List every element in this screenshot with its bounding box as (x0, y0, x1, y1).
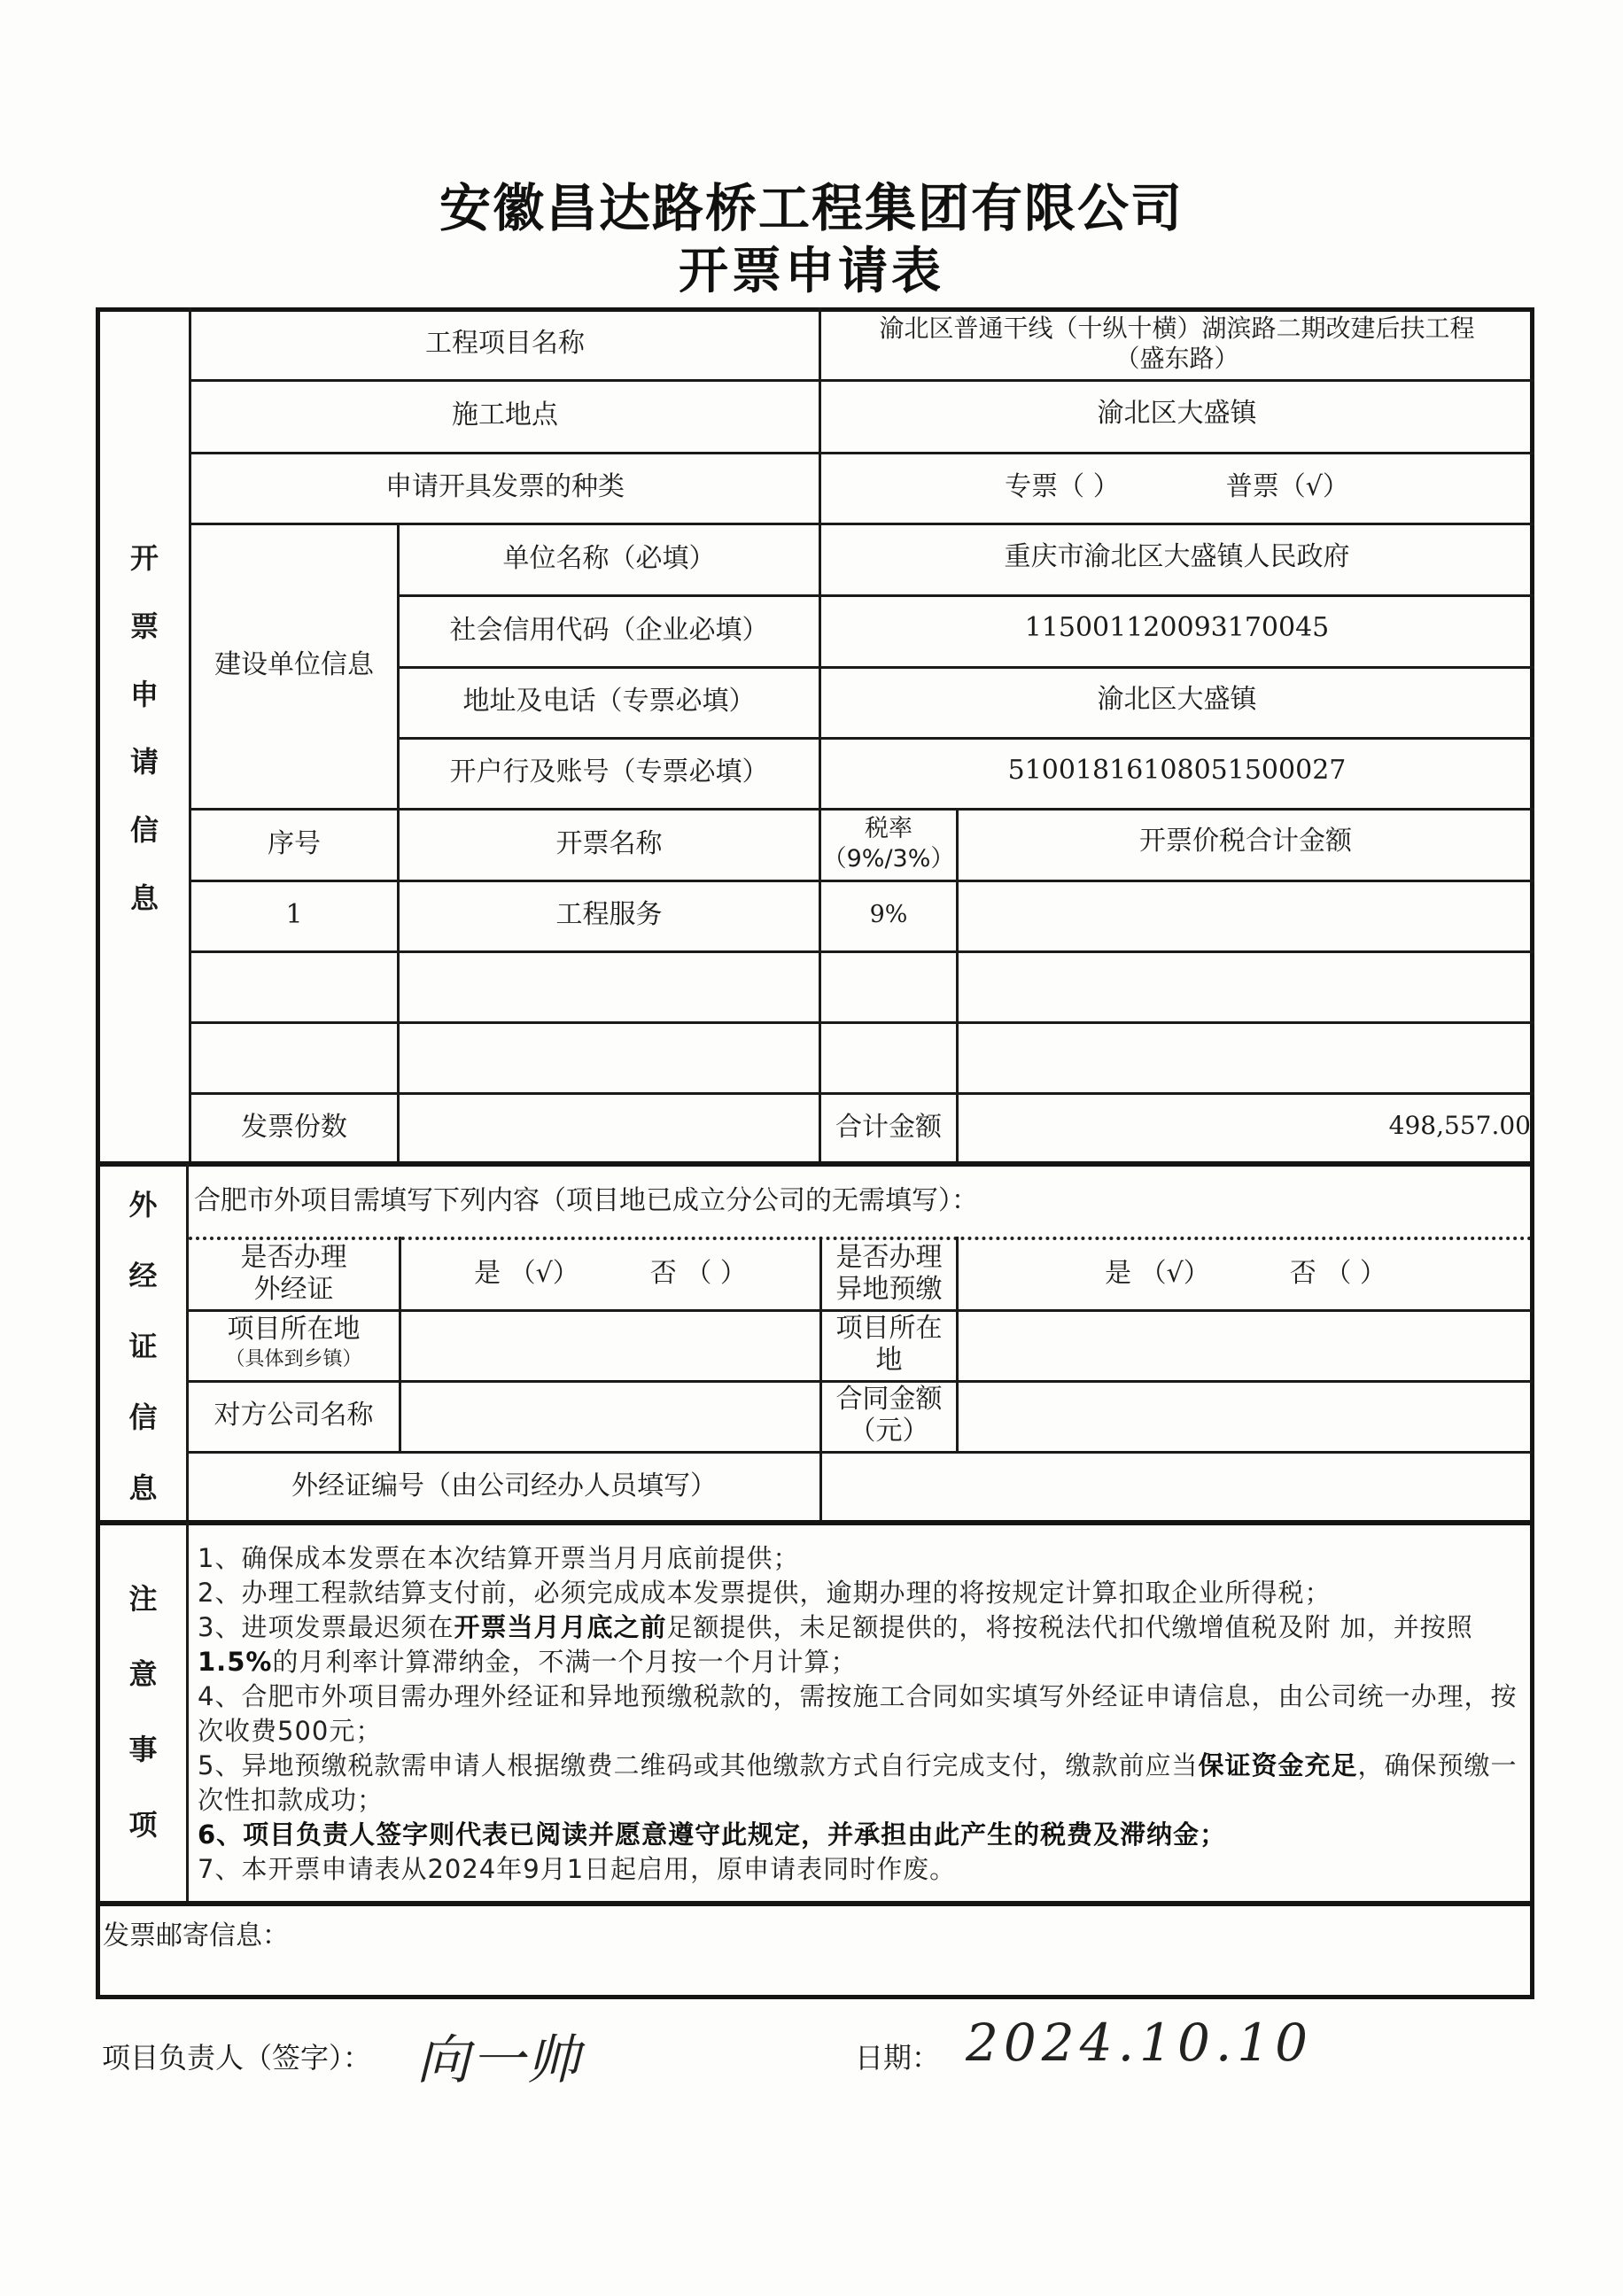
item-rate: 9% (869, 901, 908, 929)
note-item (198, 1852, 1526, 1887)
side-char: 信 (128, 1400, 158, 1434)
builder-field-label: 开户行及账号（专票必填） (449, 756, 769, 788)
counterparty-label: 对方公司名称 (214, 1400, 374, 1431)
contract-amount-line1: 合同金额 (835, 1384, 943, 1415)
builder-credit-code-value: 115001120093170045 (1024, 612, 1330, 644)
external-intro-text: 合肥市外项目需填写下列内容（项目地已成立分公司的无需填写）： (194, 1185, 978, 1217)
section-divider (96, 1901, 1534, 1906)
project-name-line2: （盛东路） (1114, 343, 1239, 373)
col-header-name: 开票名称 (555, 827, 663, 859)
side-label-external-cert (100, 1167, 186, 1522)
builder-bank-account-value: 51001816108051500027 (1007, 755, 1347, 787)
company-title: 安徽昌达路桥工程集团有限公司 (439, 178, 1184, 238)
builder-address-value: 渝北区大盛镇 (1097, 684, 1257, 716)
prepay-question-line2: 异地预缴 (835, 1274, 943, 1305)
side-char: 开 (129, 541, 159, 576)
project-name-value (821, 307, 1533, 379)
cert-options (401, 1238, 819, 1309)
item-amount[interactable] (959, 950, 1533, 1021)
signer-label: 项目负责人（签字）： (102, 2041, 372, 2075)
item-name: 工程服务 (555, 899, 663, 931)
invoice-type-special-checkbox[interactable]: 专票（ ） (1005, 471, 1120, 503)
side-char: 息 (129, 880, 159, 915)
note-text: 足额提供，未足额提供的，将按税法代扣代缴增值税及附 加，并按照 (666, 1612, 1473, 1642)
note-text: 7、本开票申请表从2024年9月1日起启用，原申请表同时作废。 (198, 1854, 957, 1884)
builder-field-label: 单位名称（必填） (502, 542, 716, 574)
note-item (198, 1818, 1526, 1852)
note-emphasis: 开票当月月底之前 (454, 1612, 667, 1642)
col-header-rate (821, 808, 956, 880)
side-char: 票 (129, 609, 159, 643)
mailing-info-label: 发票邮寄信息： (103, 1920, 289, 1951)
counterparty-value[interactable] (401, 1380, 819, 1451)
cert-question-line1: 是否办理 (240, 1242, 347, 1273)
location-label-sub: （具体到乡镇） (225, 1348, 362, 1370)
location2-label-line2: 地 (875, 1345, 903, 1376)
contract-amount-value[interactable] (959, 1380, 1533, 1451)
item-amount[interactable] (959, 880, 1533, 950)
mailing-info-value[interactable] (301, 1910, 1524, 1990)
note-text: 5、异地预缴税款需申请人根据缴费二维码或其他缴款方式自行完成支付，缴款前应当 (198, 1750, 1199, 1780)
note-text: ，确保预缴一次性扣款成功； (198, 1750, 1518, 1815)
note-emphasis: 1.5% (198, 1647, 273, 1677)
total-amount-value: 498,557.00 (1388, 1110, 1531, 1140)
cert-no-checkbox[interactable]: 否 （ ） (649, 1258, 747, 1290)
note-emphasis: 保证资金充足 (1198, 1750, 1358, 1780)
section-divider (96, 1520, 1534, 1525)
builder-field-label: 地址及电话（专票必填） (462, 686, 756, 718)
location-value[interactable] (401, 1309, 819, 1380)
location2-label-line1: 项目所在 (835, 1313, 943, 1344)
site-value: 渝北区大盛镇 (1097, 398, 1257, 430)
builder-unit-name-value: 重庆市渝北区大盛镇人民政府 (1004, 541, 1350, 573)
location2-label (822, 1309, 956, 1380)
invoice-count-value[interactable] (400, 1092, 819, 1163)
cert-number-value[interactable] (822, 1451, 1533, 1522)
project-name-line1: 渝北区普通干线（十纵十横）湖滨路二期改建后扶工程 (879, 313, 1475, 343)
cert-question-label (189, 1238, 399, 1309)
side-label-invoice-info (100, 523, 189, 930)
side-char: 申 (129, 677, 159, 711)
notes-list (189, 1532, 1533, 1900)
prepay-options (959, 1238, 1533, 1309)
note-item (198, 1679, 1526, 1749)
item-rate[interactable] (821, 950, 956, 1021)
col-header-amount: 开票价税合计金额 (1139, 825, 1352, 857)
note-text: 3、进项发票最迟须在 (198, 1612, 454, 1642)
item-seq[interactable] (191, 950, 397, 1021)
invoice-type-label: 申请开具发票的种类 (385, 471, 625, 503)
side-char: 经 (128, 1259, 158, 1292)
invoice-type-normal-checkbox[interactable]: 普票（√） (1225, 471, 1349, 503)
invoice-count-label: 发票份数 (241, 1112, 347, 1144)
note-text: 的月利率计算滞纳金，不满一个月按一个月计算； (272, 1647, 858, 1677)
builder-field-label: 社会信用代码（企业必填） (449, 614, 769, 646)
col-header-rate-line1: 税率 (865, 814, 912, 842)
note-item (198, 1541, 1526, 1576)
total-amount-label: 合计金额 (835, 1112, 942, 1144)
side-char: 请 (129, 745, 159, 780)
location-label (189, 1309, 399, 1380)
side-char: 信 (129, 812, 159, 847)
note-item (198, 1749, 1526, 1818)
side-char: 外 (128, 1188, 158, 1222)
contract-amount-label (822, 1380, 956, 1451)
builder-info-label: 建设单位信息 (214, 649, 374, 681)
col-header-seq: 序号 (268, 827, 321, 859)
contract-amount-line2: （元） (849, 1416, 929, 1447)
side-char: 意 (128, 1656, 158, 1691)
note-text: 4、合肥市外项目需办理外经证和异地预缴税款的，需按施工合同如实填写外经证申请信息，由公司统一办理，按次收费500元； (198, 1681, 1518, 1746)
note-item (198, 1610, 1526, 1679)
date-value: 2024.10.10 (966, 2013, 1314, 2073)
invoice-type-options (821, 452, 1533, 523)
form-title: 开票申请表 (679, 243, 944, 300)
prepay-question-line1: 是否办理 (835, 1242, 943, 1273)
site-label: 施工地点 (452, 399, 558, 431)
date-label: 日期： (855, 2041, 941, 2075)
item-seq[interactable] (191, 1021, 397, 1092)
side-char: 证 (128, 1330, 158, 1363)
side-char: 息 (128, 1471, 158, 1505)
prepay-question-label (822, 1238, 956, 1309)
project-name-label: 工程项目名称 (425, 327, 585, 359)
signature: 向一帅 (416, 2029, 581, 2091)
item-name[interactable] (400, 1021, 819, 1092)
cert-yes-checkbox[interactable]: 是 （√） (474, 1258, 579, 1290)
side-char: 项 (128, 1807, 158, 1842)
side-label-notes (100, 1559, 186, 1860)
cert-number-label: 外经证编号（由公司经办人员填写） (291, 1470, 717, 1502)
col-header-rate-line2: （9%/3%） (822, 844, 955, 873)
prepay-yes-checkbox[interactable]: 是 （√） (1105, 1258, 1210, 1290)
prepay-no-checkbox[interactable]: 否 （ ） (1289, 1258, 1386, 1290)
cert-question-line2: 外经证 (253, 1274, 334, 1305)
item-amount[interactable] (959, 1021, 1533, 1092)
item-rate[interactable] (821, 1021, 956, 1092)
location2-value[interactable] (959, 1309, 1533, 1380)
side-char: 注 (128, 1581, 158, 1616)
item-name[interactable] (400, 950, 819, 1021)
side-char: 事 (128, 1732, 158, 1766)
note-text: 2、办理工程款结算支付前，必须完成成本发票提供，逾期办理的将按规定计算扣取企业所得税； (198, 1578, 1332, 1608)
location-label-main: 项目所在地 (227, 1314, 361, 1345)
item-seq: 1 (285, 899, 303, 931)
note-item (198, 1576, 1526, 1610)
note-text: 1、确保成本发票在本次结算开票当月月底前提供； (198, 1543, 800, 1573)
note-emphasis: 6、项目负责人签字则代表已阅读并愿意遵守此规定，并承担由此产生的税费及滞纳金； (198, 1819, 1227, 1850)
